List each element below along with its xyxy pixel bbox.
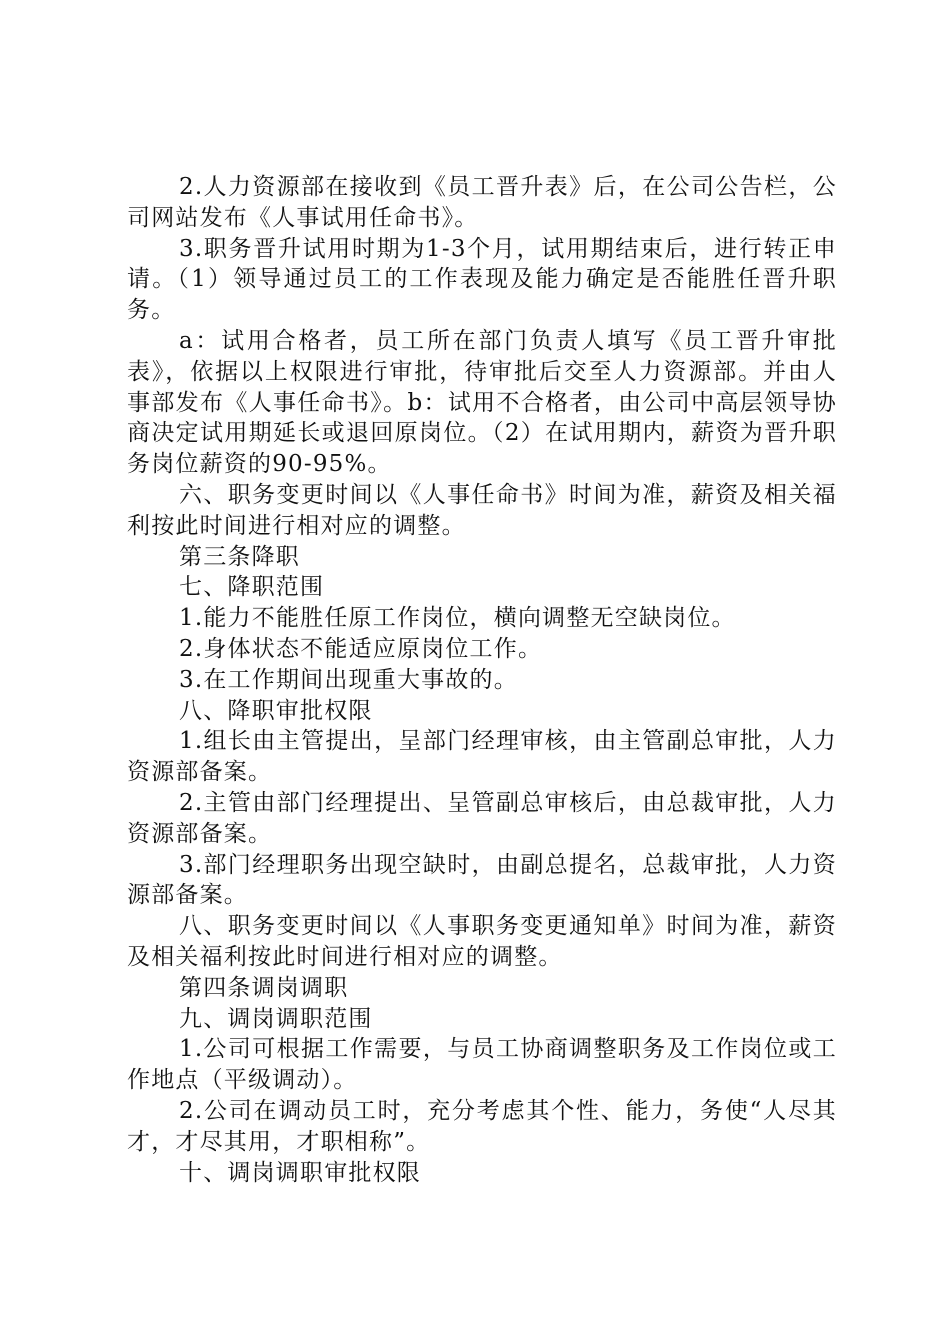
list-item-demotion-1: 1.能力不能胜任原工作岗位，横向调整无空缺岗位。 bbox=[179, 605, 736, 632]
heading-section-9: 九、调岗调职范围 bbox=[179, 1005, 373, 1032]
heading-article-4: 第四条调岗调职 bbox=[179, 974, 349, 1001]
list-item-approval-1: 1.组长由主管提出，呈部门经理审核，由主管副总审批，人力资源部备案。 bbox=[127, 728, 837, 786]
heading-section-7: 七、降职范围 bbox=[179, 574, 325, 601]
list-item-demotion-2: 2.身体状态不能适应原岗位工作。 bbox=[179, 635, 543, 662]
paragraph-promotion-notice: 2.人力资源部在接收到《员工晋升表》后，在公司公告栏，公司网站发布《人事试用任命书》。 bbox=[127, 174, 837, 231]
paragraph-probation-period: 3.职务晋升试用时期为1-3个月，试用期结束后，进行转正申请。（1）领导通过员工的工作表现及能力确定是否能胜任晋升职务。 bbox=[127, 235, 837, 324]
paragraph-change-time-6: 六、职务变更时间以《人事任命书》时间为准，薪资及相关福利按此时间进行相对应的调整。 bbox=[127, 481, 837, 539]
list-item-transfer-1: 1.公司可根据工作需要，与员工协商调整职务及工作岗位或工作地点（平级调动）。 bbox=[127, 1036, 837, 1094]
heading-section-8: 八、降职审批权限 bbox=[179, 697, 373, 724]
list-item-approval-3: 3.部门经理职务出现空缺时，由副总提名，总裁审批，人力资源部备案。 bbox=[127, 851, 837, 909]
paragraph-change-time-8: 八、职务变更时间以《人事职务变更通知单》时间为准，薪资及相关福利按此时间进行相对应的调整。 bbox=[127, 913, 837, 970]
heading-section-10: 十、调岗调职审批权限 bbox=[179, 1159, 421, 1186]
list-item-approval-2: 2.主管由部门经理提出、呈管副总审核后，由总裁审批，人力资源部备案。 bbox=[127, 789, 837, 847]
heading-article-3: 第三条降职 bbox=[179, 543, 300, 570]
list-item-transfer-2: 2.公司在调动员工时，充分考虑其个性、能力，务使“人尽其才，才尽其用，才职相称”。 bbox=[127, 1097, 837, 1155]
document-body bbox=[127, 172, 837, 1188]
paragraph-probation-result: a：试用合格者，员工所在部门负责人填写《员工晋升审批表》，依据以上权限进行审批，待审批后交至人力资源部。并由人事部发布《人事任命书》。b：试用不合格者，由公司中高层领导协商决定试用期延长或退回原岗位。（2）在试用期内，薪资为晋升职务岗位薪资的90-95%。 bbox=[127, 327, 837, 478]
list-item-demotion-3: 3.在工作期间出现重大事故的。 bbox=[179, 666, 518, 693]
